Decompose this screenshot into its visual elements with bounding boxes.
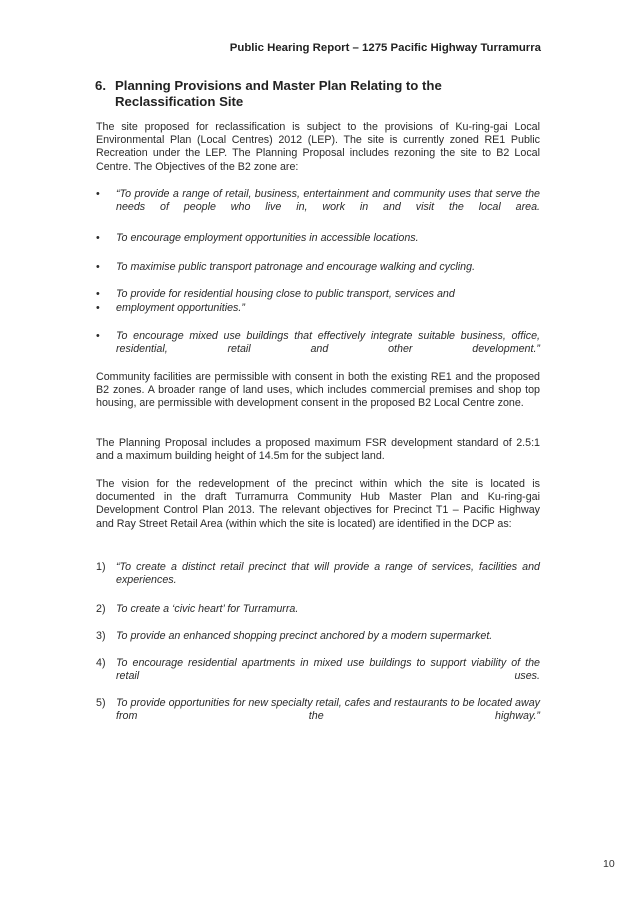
numbered-item — [96, 657, 540, 683]
numbered-item — [96, 630, 540, 643]
list-item-text: To encourage employment opportunities in accessible locations. — [116, 232, 419, 244]
list-item — [96, 302, 540, 315]
list-item-text: “To provide a range of retail, business, entertainment and community uses that serve the needs of people who live in, work in and visit the local area. — [116, 188, 540, 214]
number-marker: 4) — [96, 657, 106, 669]
list-item — [96, 288, 540, 301]
numbered-item — [96, 697, 540, 723]
list-item-text: To maximise public transport patronage and encourage walking and cycling. — [116, 261, 476, 273]
list-item-text: To encourage mixed use buildings that effectively integrate suitable business, office, residential, retail and other development.” — [116, 330, 540, 356]
section-number: 6. — [95, 78, 106, 93]
list-item — [96, 232, 540, 245]
vision-paragraph: The vision for the redevelopment of the precinct within which the site is located is documented in the draft Turramurra Community Hub Master Plan and Ku-ring-gai Development Control Plan 2013. The relevant objectives for Precinct T1 – Pacific Highway and Ray Street Retail Area (within which the site is located) are identified in the DCP as: — [96, 478, 540, 530]
bullet-marker: • — [96, 330, 100, 342]
list-item — [96, 188, 540, 214]
section-heading — [95, 78, 545, 110]
bullet-marker: • — [96, 302, 100, 314]
number-marker: 2) — [96, 603, 106, 615]
page-number: 10 — [603, 858, 615, 870]
numbered-item-text: To create a ‘civic heart’ for Turramurra. — [116, 603, 299, 615]
numbered-item-text: “To create a distinct retail precinct that will provide a range of services, facilities and experiences. — [116, 561, 540, 587]
number-marker: 5) — [96, 697, 106, 709]
number-marker: 3) — [96, 630, 106, 642]
fsr-paragraph: The Planning Proposal includes a proposed maximum FSR development standard of 2.5:1 and a maximum building height of 14.5m for the subject land. — [96, 437, 540, 463]
numbered-item-text: To provide opportunities for new specialty retail, cafes and restaurants to be located away from the highway.” — [116, 697, 540, 723]
numbered-item-text: To provide an enhanced shopping precinct anchored by a modern supermarket. — [116, 630, 493, 642]
bullet-marker: • — [96, 188, 100, 200]
list-item — [96, 330, 540, 356]
numbered-item — [96, 603, 540, 616]
numbered-item-text: To encourage residential apartments in mixed use buildings to support viability of the retail uses. — [116, 657, 540, 683]
list-item — [96, 261, 540, 274]
bullet-marker: • — [96, 232, 100, 244]
list-item-text: To provide for residential housing close to public transport, services and — [116, 288, 455, 300]
bullet-marker: • — [96, 288, 100, 300]
bullet-marker: • — [96, 261, 100, 273]
section-title-text: Planning Provisions and Master Plan Relating to the Reclassification Site — [115, 78, 442, 109]
list-item-text: employment opportunities.” — [116, 302, 245, 314]
number-marker: 1) — [96, 561, 106, 573]
intro-paragraph: The site proposed for reclassification is subject to the provisions of Ku-ring-gai Local Environmental Plan (Local Centres) 2012 (LEP). The site is currently zoned RE1 Public Recreation under the LEP. The Planning Proposal includes rezoning the site to B2 Local Centre. The Objectives of the B2 zone are: — [96, 121, 540, 173]
running-header: Public Hearing Report – 1275 Pacific Highway Turramurra — [229, 42, 541, 54]
numbered-item — [96, 561, 540, 587]
community-paragraph: Community facilities are permissible with consent in both the existing RE1 and the proposed B2 zones. A broader range of land uses, which includes commercial premises and shop top housing, are permissible with development consent in the proposed B2 Local Centre zone. — [96, 371, 540, 410]
